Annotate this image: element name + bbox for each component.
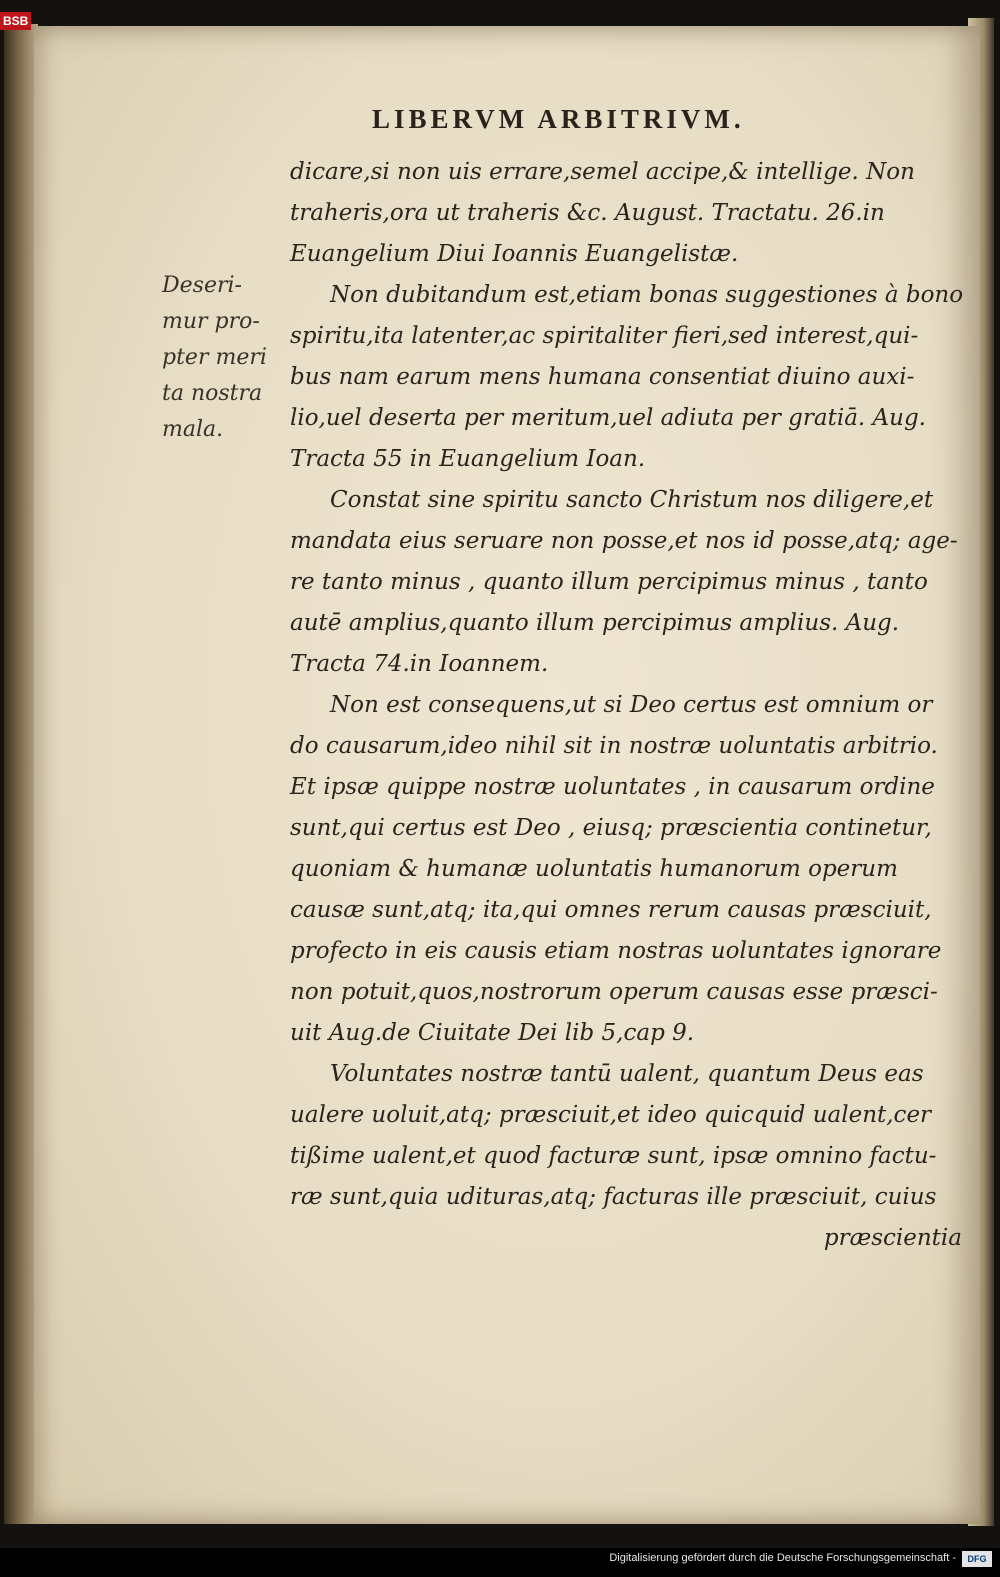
margin-note-line: mala. <box>162 417 224 442</box>
text-line: spiritu,ita latenter,ac spiritaliter fieri,sed interest,qui- <box>290 323 919 349</box>
text-line: autē amplius,quanto illum percipimus amplius. Aug. <box>290 610 900 636</box>
margin-note-line: pter meri <box>162 345 267 370</box>
text-line: dicare,si non uis errare,semel accipe,& intellige. Non <box>290 159 915 185</box>
text-line: sunt,qui certus est Deo , eiusq; præscientia continetur, <box>290 815 932 841</box>
text-line: uit Aug.de Ciuitate Dei lib 5,cap 9. <box>290 1020 695 1046</box>
text-line: quoniam & humanæ uoluntatis humanorum operum <box>290 856 898 882</box>
margin-note <box>162 268 286 448</box>
margin-note-line: ta nostra <box>162 381 263 406</box>
text-line: do causarum,ideo nihil sit in nostræ uoluntatis arbitrio. <box>290 733 938 759</box>
page-edge-left <box>4 24 38 1524</box>
body-text <box>290 152 962 1259</box>
text-line: lio,uel deserta per meritum,uel adiuta per gratiā. Aug. <box>290 405 926 431</box>
text-line: Euangelium Diui Ioannis Euangelistæ. <box>290 241 739 267</box>
text-line: profecto in eis causis etiam nostras uoluntates ignorare <box>290 938 942 964</box>
text-line: non potuit,quos,nostrorum operum causas esse præsci- <box>290 979 938 1005</box>
text-line: Constat sine spiritu sancto Christum nos diligere,et <box>330 487 934 513</box>
text-line: Et ipsæ quippe nostræ uoluntates , in causarum ordine <box>290 774 935 800</box>
dfg-logo: DFG <box>962 1551 992 1567</box>
text-line: Voluntates nostræ tantū ualent, quantum Deus eas <box>330 1061 924 1087</box>
text-line: bus nam earum mens humana consentiat diuino auxi- <box>290 364 915 390</box>
margin-note-line: mur pro- <box>162 309 260 334</box>
margin-note-line: Deseri- <box>162 273 242 298</box>
text-line: Tracta 55 in Euangelium Ioan. <box>290 446 646 472</box>
running-header: LIBERVM ARBITRIVM. <box>372 104 745 134</box>
funding-notice: Digitalisierung gefördert durch die Deutsche Forschungsgemeinschaft - <box>609 1552 956 1564</box>
text-line: ræ sunt,quia udituras,atq; facturas ille præsciuit, cuius <box>290 1184 937 1210</box>
text-line: re tanto minus , quanto illum percipimus minus , tanto <box>290 569 928 595</box>
text-line: ualere uoluit,atq; præsciuit,et ideo quicquid ualent,cer <box>290 1102 932 1128</box>
library-badge: BSB <box>0 12 31 30</box>
text-line: causæ sunt,atq; ita,qui omnes rerum causas præsciuit, <box>290 897 932 923</box>
text-line: mandata eius seruare non posse,et nos id posse,atq; age- <box>290 528 958 554</box>
text-line: tißime ualent,et quod facturæ sunt, ipsæ omnino factu- <box>290 1143 937 1169</box>
text-line: traheris,ora ut traheris &c. August. Tractatu. 26.in <box>290 200 885 226</box>
text-line: Non est consequens,ut si Deo certus est omnium or <box>330 692 933 718</box>
text-line: præscientia <box>823 1225 962 1251</box>
text-line: Tracta 74.in Ioannem. <box>290 651 549 677</box>
text-line: Non dubitandum est,etiam bonas suggestiones à bono <box>330 282 964 308</box>
